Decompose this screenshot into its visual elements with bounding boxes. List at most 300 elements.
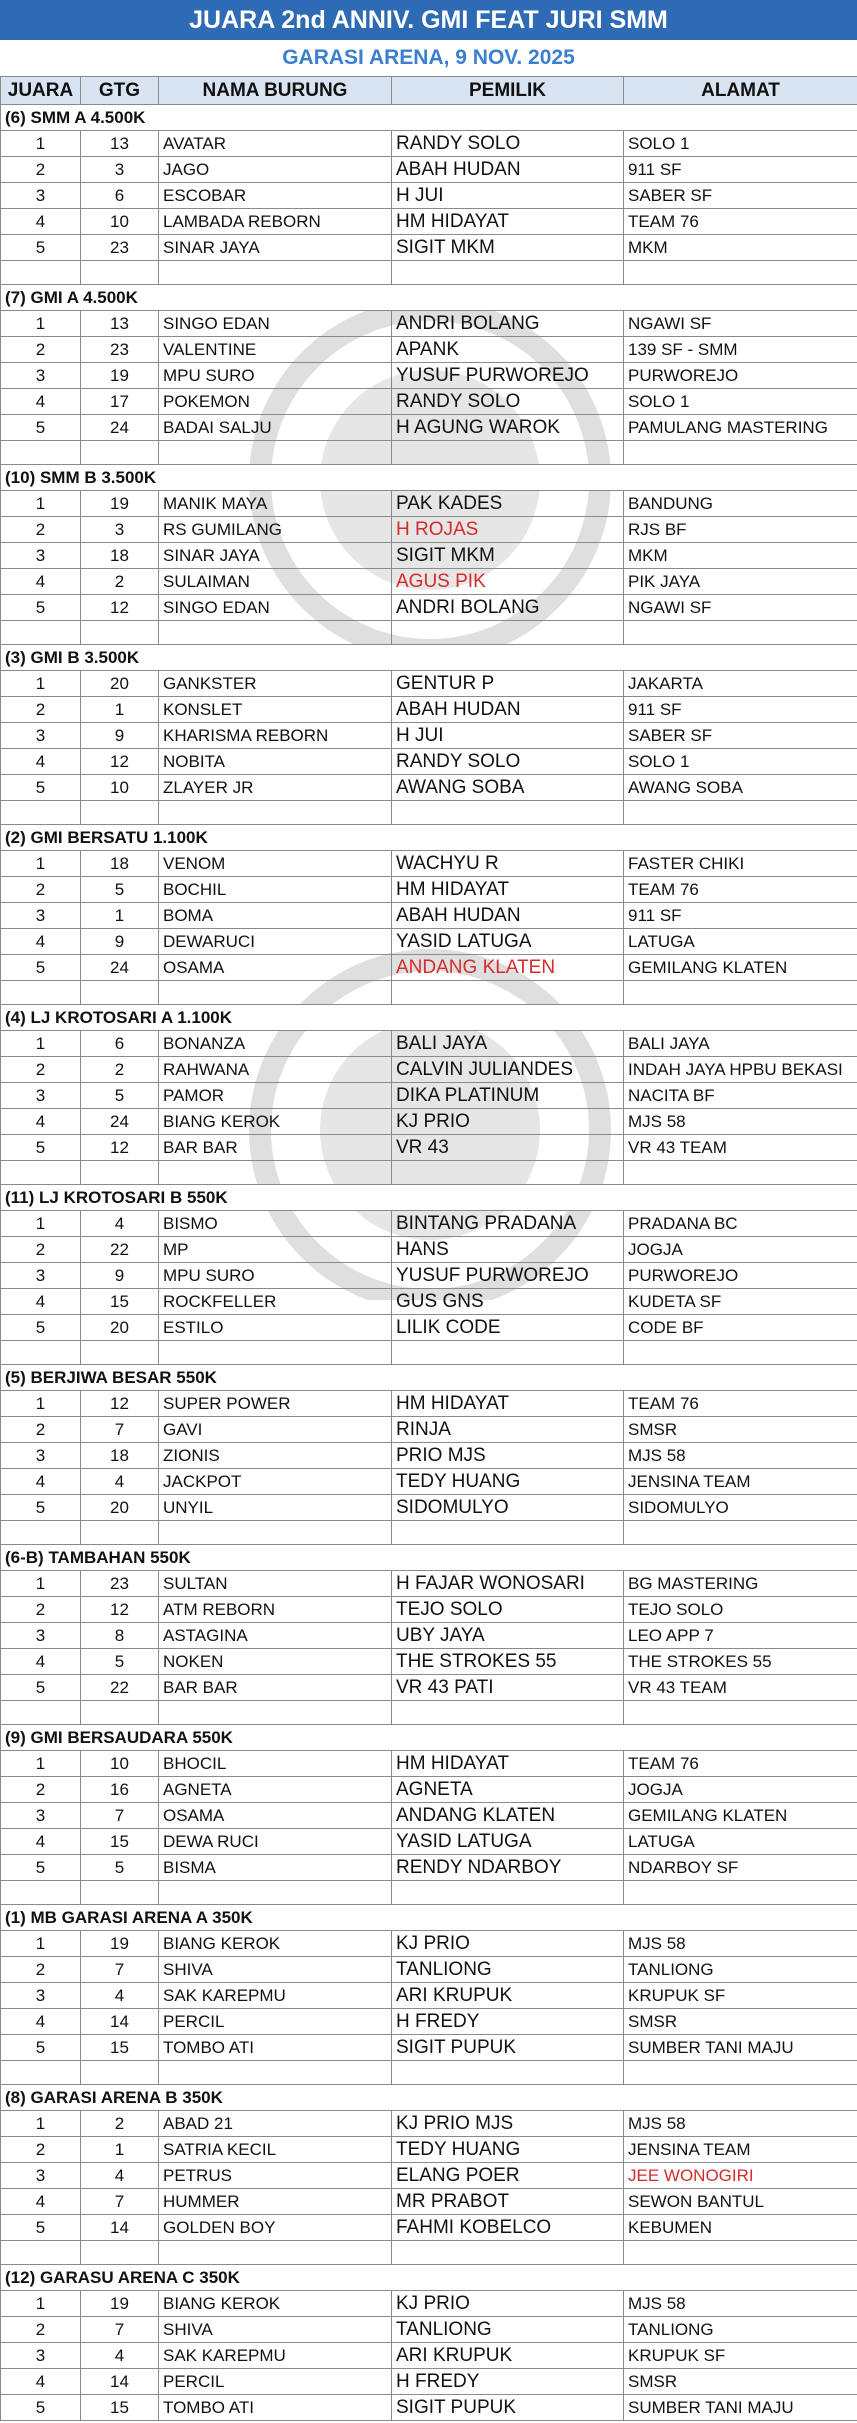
table-row (1, 1315, 857, 1341)
gtg-cell: 5 (81, 877, 159, 903)
owner-cell: RINJA (392, 1417, 624, 1443)
address-cell: BANDUNG (624, 491, 857, 517)
gtg-cell: 19 (81, 491, 159, 517)
empty-cell (624, 621, 857, 645)
table-row (1, 2395, 857, 2421)
juara-cell: 1 (1, 131, 81, 157)
address-cell: TANLIONG (624, 1957, 857, 1983)
address-cell: TANLIONG (624, 2317, 857, 2343)
owner-cell: H FREDY (392, 2369, 624, 2395)
juara-cell: 1 (1, 1931, 81, 1957)
bird-name-cell: VENOM (159, 851, 392, 877)
table-row (1, 1391, 857, 1417)
bird-name-cell: RS GUMILANG (159, 517, 392, 543)
empty-cell (81, 441, 159, 465)
table-row (1, 131, 857, 157)
bird-name-cell: BAR BAR (159, 1675, 392, 1701)
juara-cell: 3 (1, 903, 81, 929)
table-row (1, 311, 857, 337)
table-row (1, 2189, 857, 2215)
bird-name-cell: BOMA (159, 903, 392, 929)
owner-cell: THE STROKES 55 (392, 1649, 624, 1675)
gtg-cell: 15 (81, 1289, 159, 1315)
juara-cell: 3 (1, 543, 81, 569)
juara-cell: 2 (1, 1957, 81, 1983)
owner-cell: H FREDY (392, 2009, 624, 2035)
juara-cell: 2 (1, 877, 81, 903)
table-row (1, 1623, 857, 1649)
empty-cell (624, 1341, 857, 1365)
bird-name-cell: VALENTINE (159, 337, 392, 363)
gtg-cell: 20 (81, 671, 159, 697)
empty-cell (1, 621, 81, 645)
juara-cell: 4 (1, 1109, 81, 1135)
table-row (1, 1957, 857, 1983)
address-cell: 911 SF (624, 697, 857, 723)
table-row (1, 1057, 857, 1083)
gtg-cell: 10 (81, 209, 159, 235)
juara-cell: 1 (1, 1391, 81, 1417)
owner-cell: H JUI (392, 183, 624, 209)
gtg-cell: 16 (81, 1777, 159, 1803)
empty-cell (81, 2061, 159, 2085)
empty-cell (392, 1521, 624, 1545)
empty-cell (392, 2241, 624, 2265)
juara-cell: 2 (1, 337, 81, 363)
juara-cell: 1 (1, 2291, 81, 2317)
empty-cell (81, 801, 159, 825)
bird-name-cell: SHIVA (159, 2317, 392, 2343)
owner-cell: HM HIDAYAT (392, 877, 624, 903)
address-cell: NGAWI SF (624, 595, 857, 621)
gtg-cell: 18 (81, 1443, 159, 1469)
address-cell: SOLO 1 (624, 389, 857, 415)
table-row (1, 775, 857, 801)
bird-name-cell: NOBITA (159, 749, 392, 775)
gtg-cell: 4 (81, 2163, 159, 2189)
empty-cell (159, 2241, 392, 2265)
owner-cell: TANLIONG (392, 2317, 624, 2343)
juara-cell: 3 (1, 723, 81, 749)
owner-cell: RANDY SOLO (392, 131, 624, 157)
owner-cell: SIDOMULYO (392, 1495, 624, 1521)
gtg-cell: 2 (81, 2111, 159, 2137)
gtg-cell: 15 (81, 1829, 159, 1855)
owner-cell: BALI JAYA (392, 1031, 624, 1057)
section-header-row (1, 2265, 857, 2291)
owner-cell: KJ PRIO MJS (392, 2111, 624, 2137)
juara-cell: 4 (1, 2369, 81, 2395)
table-row (1, 1417, 857, 1443)
section-header-row (1, 1185, 857, 1211)
address-cell: KUDETA SF (624, 1289, 857, 1315)
empty-cell (159, 441, 392, 465)
owner-cell: WACHYU R (392, 851, 624, 877)
juara-cell: 3 (1, 363, 81, 389)
address-cell: PAMULANG MASTERING (624, 415, 857, 441)
address-cell: MJS 58 (624, 1109, 857, 1135)
juara-cell: 4 (1, 569, 81, 595)
juara-cell: 5 (1, 2035, 81, 2061)
table-row (1, 955, 857, 981)
empty-cell (81, 1881, 159, 1905)
owner-cell: TEDY HUANG (392, 2137, 624, 2163)
owner-cell: H FAJAR WONOSARI (392, 1571, 624, 1597)
spacer-row (1, 2241, 857, 2265)
bird-name-cell: ROCKFELLER (159, 1289, 392, 1315)
address-cell: MKM (624, 235, 857, 261)
section-title: (6-B) TAMBAHAN 550K (1, 1545, 857, 1571)
owner-cell: YUSUF PURWOREJO (392, 1263, 624, 1289)
juara-cell: 1 (1, 1751, 81, 1777)
bird-name-cell: KONSLET (159, 697, 392, 723)
address-cell: MJS 58 (624, 2291, 857, 2317)
section-header-row (1, 105, 857, 131)
section-header-row (1, 2085, 857, 2111)
empty-cell (624, 2241, 857, 2265)
empty-cell (1, 801, 81, 825)
bird-name-cell: UNYIL (159, 1495, 392, 1521)
col-gtg: GTG (81, 77, 159, 105)
table-row (1, 697, 857, 723)
juara-cell: 5 (1, 1495, 81, 1521)
bird-name-cell: AVATAR (159, 131, 392, 157)
address-cell: KRUPUK SF (624, 2343, 857, 2369)
table-row (1, 1649, 857, 1675)
owner-cell: GENTUR P (392, 671, 624, 697)
spacer-row (1, 1881, 857, 1905)
juara-cell: 2 (1, 697, 81, 723)
address-cell: KEBUMEN (624, 2215, 857, 2241)
table-row (1, 1469, 857, 1495)
address-cell: LEO APP 7 (624, 1623, 857, 1649)
sheet-title: JUARA 2nd ANNIV. GMI FEAT JURI SMM (0, 0, 857, 41)
owner-cell: HM HIDAYAT (392, 209, 624, 235)
juara-cell: 2 (1, 517, 81, 543)
owner-cell: ABAH HUDAN (392, 697, 624, 723)
owner-cell: YASID LATUGA (392, 929, 624, 955)
empty-cell (1, 1881, 81, 1905)
juara-cell: 5 (1, 595, 81, 621)
spacer-row (1, 801, 857, 825)
gtg-cell: 23 (81, 235, 159, 261)
gtg-cell: 5 (81, 1649, 159, 1675)
address-cell: TEAM 76 (624, 877, 857, 903)
table-row (1, 157, 857, 183)
empty-cell (1, 2241, 81, 2265)
gtg-cell: 4 (81, 1211, 159, 1237)
juara-cell: 2 (1, 157, 81, 183)
juara-cell: 5 (1, 775, 81, 801)
gtg-cell: 9 (81, 929, 159, 955)
address-cell: RJS BF (624, 517, 857, 543)
section-header-row (1, 1005, 857, 1031)
gtg-cell: 15 (81, 2035, 159, 2061)
address-cell: JOGJA (624, 1777, 857, 1803)
gtg-cell: 14 (81, 2369, 159, 2395)
address-cell: MJS 58 (624, 1931, 857, 1957)
empty-cell (81, 1161, 159, 1185)
owner-cell: AWANG SOBA (392, 775, 624, 801)
bird-name-cell: MANIK MAYA (159, 491, 392, 517)
address-cell: 911 SF (624, 903, 857, 929)
bird-name-cell: ZIONIS (159, 1443, 392, 1469)
juara-cell: 5 (1, 1855, 81, 1881)
table-row (1, 235, 857, 261)
owner-cell: SIGIT PUPUK (392, 2035, 624, 2061)
juara-cell: 3 (1, 1803, 81, 1829)
bird-name-cell: SAK KAREPMU (159, 2343, 392, 2369)
owner-cell: H ROJAS (392, 517, 624, 543)
bird-name-cell: BONANZA (159, 1031, 392, 1057)
empty-cell (392, 621, 624, 645)
section-header-row (1, 1905, 857, 1931)
spacer-row (1, 441, 857, 465)
gtg-cell: 12 (81, 1391, 159, 1417)
address-cell: SUMBER TANI MAJU (624, 2395, 857, 2421)
bird-name-cell: POKEMON (159, 389, 392, 415)
bird-name-cell: MP (159, 1237, 392, 1263)
table-row (1, 1675, 857, 1701)
owner-cell: ARI KRUPUK (392, 2343, 624, 2369)
bird-name-cell: MPU SURO (159, 1263, 392, 1289)
spacer-row (1, 1341, 857, 1365)
table-row (1, 2111, 857, 2137)
table-row (1, 903, 857, 929)
gtg-cell: 12 (81, 595, 159, 621)
address-cell: TEAM 76 (624, 1751, 857, 1777)
juara-cell: 3 (1, 1443, 81, 1469)
address-cell: PURWOREJO (624, 1263, 857, 1289)
gtg-cell: 14 (81, 2009, 159, 2035)
table-row (1, 2215, 857, 2241)
address-cell: GEMILANG KLATEN (624, 1803, 857, 1829)
bird-name-cell: ESCOBAR (159, 183, 392, 209)
address-cell: JOGJA (624, 1237, 857, 1263)
address-cell: 139 SF - SMM (624, 337, 857, 363)
table-row (1, 2291, 857, 2317)
juara-cell: 4 (1, 1289, 81, 1315)
bird-name-cell: PAMOR (159, 1083, 392, 1109)
owner-cell: RANDY SOLO (392, 749, 624, 775)
bird-name-cell: MPU SURO (159, 363, 392, 389)
bird-name-cell: AGNETA (159, 1777, 392, 1803)
bird-name-cell: SINAR JAYA (159, 235, 392, 261)
owner-cell: AGNETA (392, 1777, 624, 1803)
empty-cell (624, 2061, 857, 2085)
section-title: (5) BERJIWA BESAR 550K (1, 1365, 857, 1391)
empty-cell (392, 2061, 624, 2085)
section-title: (3) GMI B 3.500K (1, 645, 857, 671)
gtg-cell: 8 (81, 1623, 159, 1649)
address-cell: AWANG SOBA (624, 775, 857, 801)
spacer-row (1, 261, 857, 285)
spacer-row (1, 2061, 857, 2085)
empty-cell (81, 621, 159, 645)
table-row (1, 1571, 857, 1597)
empty-cell (624, 1161, 857, 1185)
table-row (1, 2317, 857, 2343)
section-header-row (1, 465, 857, 491)
juara-cell: 4 (1, 929, 81, 955)
owner-cell: KJ PRIO (392, 1109, 624, 1135)
juara-cell: 2 (1, 1417, 81, 1443)
gtg-cell: 19 (81, 2291, 159, 2317)
section-header-row (1, 645, 857, 671)
table-row (1, 929, 857, 955)
empty-cell (624, 1701, 857, 1725)
bird-name-cell: SULAIMAN (159, 569, 392, 595)
empty-cell (81, 1701, 159, 1725)
bird-name-cell: BIANG KEROK (159, 2291, 392, 2317)
table-row (1, 1135, 857, 1161)
address-cell: MJS 58 (624, 1443, 857, 1469)
bird-name-cell: SAK KAREPMU (159, 1983, 392, 2009)
bird-name-cell: OSAMA (159, 1803, 392, 1829)
table-row (1, 1263, 857, 1289)
table-row (1, 337, 857, 363)
empty-cell (1, 981, 81, 1005)
juara-cell: 1 (1, 1211, 81, 1237)
section-title: (4) LJ KROTOSARI A 1.100K (1, 1005, 857, 1031)
owner-cell: PRIO MJS (392, 1443, 624, 1469)
bird-name-cell: DEWA RUCI (159, 1829, 392, 1855)
owner-cell: ANDRI BOLANG (392, 595, 624, 621)
table-row (1, 569, 857, 595)
table-row (1, 1109, 857, 1135)
empty-cell (81, 981, 159, 1005)
gtg-cell: 19 (81, 1931, 159, 1957)
spacer-row (1, 1161, 857, 1185)
gtg-cell: 1 (81, 697, 159, 723)
empty-cell (392, 1161, 624, 1185)
table-row (1, 723, 857, 749)
table-row (1, 1751, 857, 1777)
section-title: (1) MB GARASI ARENA A 350K (1, 1905, 857, 1931)
address-cell: SOLO 1 (624, 131, 857, 157)
juara-cell: 5 (1, 1135, 81, 1161)
owner-cell: HANS (392, 1237, 624, 1263)
bird-name-cell: LAMBADA REBORN (159, 209, 392, 235)
table-row (1, 1931, 857, 1957)
juara-cell: 1 (1, 851, 81, 877)
address-cell: SABER SF (624, 723, 857, 749)
address-cell: MJS 58 (624, 2111, 857, 2137)
juara-cell: 4 (1, 1649, 81, 1675)
gtg-cell: 24 (81, 955, 159, 981)
gtg-cell: 22 (81, 1675, 159, 1701)
gtg-cell: 12 (81, 1597, 159, 1623)
juara-cell: 5 (1, 1675, 81, 1701)
bird-name-cell: PERCIL (159, 2369, 392, 2395)
juara-cell: 4 (1, 1469, 81, 1495)
gtg-cell: 23 (81, 337, 159, 363)
empty-cell (624, 1521, 857, 1545)
table-row (1, 491, 857, 517)
bird-name-cell: GAVI (159, 1417, 392, 1443)
gtg-cell: 13 (81, 311, 159, 337)
bird-name-cell: KHARISMA REBORN (159, 723, 392, 749)
juara-cell: 5 (1, 235, 81, 261)
juara-cell: 1 (1, 1031, 81, 1057)
section-title: (6) SMM A 4.500K (1, 105, 857, 131)
empty-cell (624, 1881, 857, 1905)
juara-cell: 4 (1, 2009, 81, 2035)
section-header-row (1, 825, 857, 851)
bird-name-cell: SINAR JAYA (159, 543, 392, 569)
address-cell: MKM (624, 543, 857, 569)
owner-cell: MR PRABOT (392, 2189, 624, 2215)
juara-cell: 1 (1, 2111, 81, 2137)
owner-cell: LILIK CODE (392, 1315, 624, 1341)
owner-cell: SIGIT MKM (392, 543, 624, 569)
bird-name-cell: BADAI SALJU (159, 415, 392, 441)
address-cell: SMSR (624, 2009, 857, 2035)
empty-cell (392, 1701, 624, 1725)
bird-name-cell: ESTILO (159, 1315, 392, 1341)
gtg-cell: 14 (81, 2215, 159, 2241)
gtg-cell: 1 (81, 2137, 159, 2163)
gtg-cell: 7 (81, 1803, 159, 1829)
section-title: (9) GMI BERSAUDARA 550K (1, 1725, 857, 1751)
address-cell: BALI JAYA (624, 1031, 857, 1057)
col-juara: JUARA (1, 77, 81, 105)
address-cell: PURWOREJO (624, 363, 857, 389)
juara-cell: 2 (1, 1237, 81, 1263)
empty-cell (159, 1161, 392, 1185)
address-cell: FASTER CHIKI (624, 851, 857, 877)
col-nama-burung: NAMA BURUNG (159, 77, 392, 105)
owner-cell: YASID LATUGA (392, 1829, 624, 1855)
address-cell: THE STROKES 55 (624, 1649, 857, 1675)
gtg-cell: 7 (81, 2189, 159, 2215)
empty-cell (1, 1161, 81, 1185)
table-row (1, 2009, 857, 2035)
empty-cell (624, 801, 857, 825)
empty-cell (81, 2241, 159, 2265)
gtg-cell: 15 (81, 2395, 159, 2421)
address-cell: VR 43 TEAM (624, 1135, 857, 1161)
owner-cell: SIGIT PUPUK (392, 2395, 624, 2421)
empty-cell (159, 1341, 392, 1365)
gtg-cell: 2 (81, 569, 159, 595)
section-header-row (1, 1365, 857, 1391)
owner-cell: H AGUNG WAROK (392, 415, 624, 441)
juara-cell: 1 (1, 491, 81, 517)
bird-name-cell: SATRIA KECIL (159, 2137, 392, 2163)
bird-name-cell: SHIVA (159, 1957, 392, 1983)
column-header-row (1, 77, 857, 105)
empty-cell (392, 1881, 624, 1905)
owner-cell: ABAH HUDAN (392, 157, 624, 183)
owner-cell: KJ PRIO (392, 2291, 624, 2317)
gtg-cell: 12 (81, 1135, 159, 1161)
table-row (1, 2137, 857, 2163)
owner-cell: TEJO SOLO (392, 1597, 624, 1623)
address-cell: JENSINA TEAM (624, 2137, 857, 2163)
bird-name-cell: ABAD 21 (159, 2111, 392, 2137)
juara-cell: 4 (1, 749, 81, 775)
table-row (1, 2369, 857, 2395)
gtg-cell: 3 (81, 517, 159, 543)
empty-cell (392, 801, 624, 825)
empty-cell (159, 1701, 392, 1725)
table-row (1, 1855, 857, 1881)
address-cell: CODE BF (624, 1315, 857, 1341)
juara-cell: 4 (1, 389, 81, 415)
gtg-cell: 20 (81, 1315, 159, 1341)
juara-cell: 2 (1, 1057, 81, 1083)
